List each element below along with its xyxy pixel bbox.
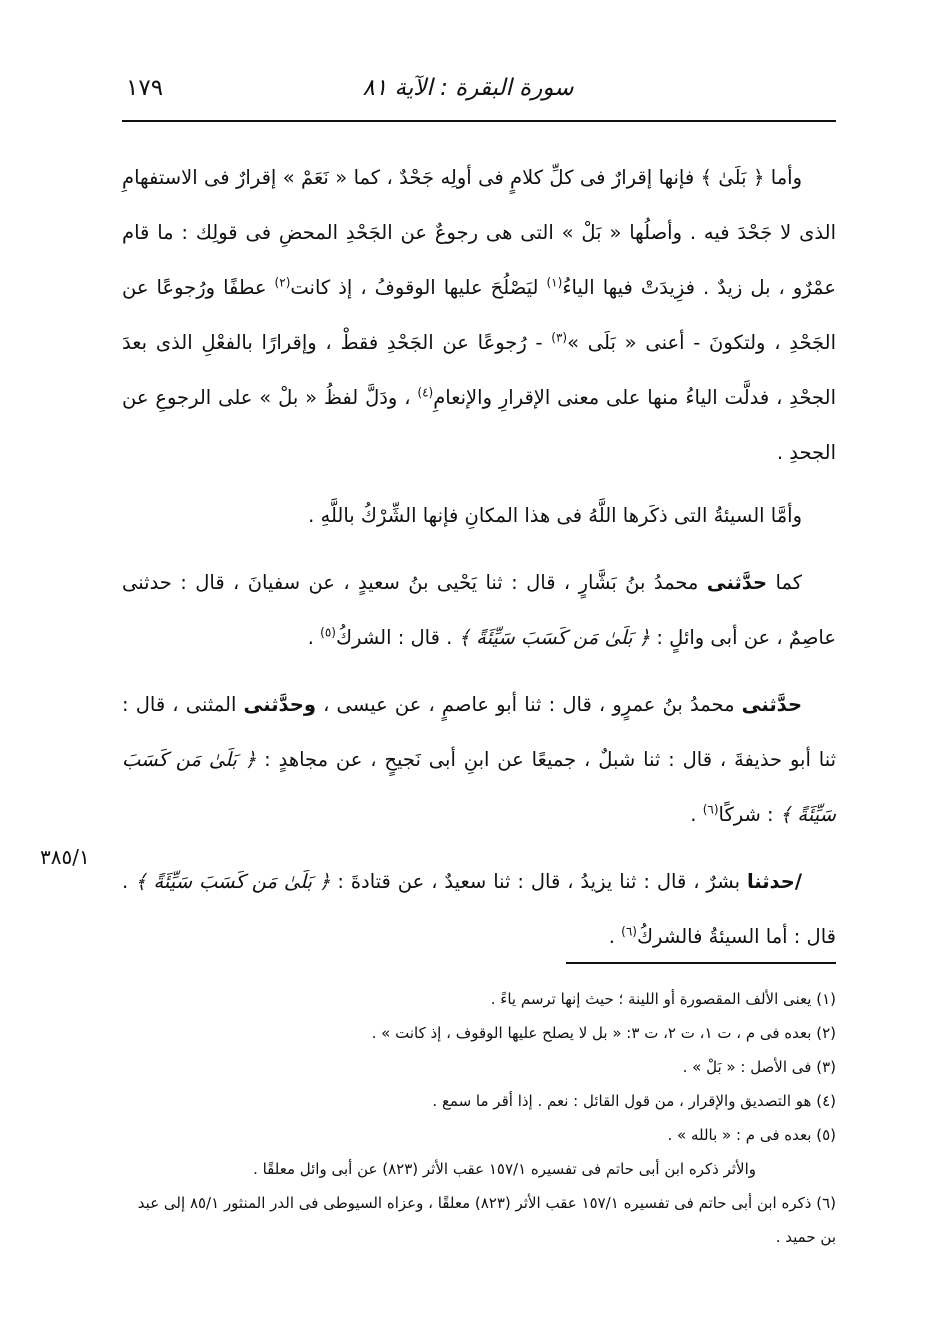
paragraph-text: كما (767, 571, 802, 594)
narration-lead: حدَّثنى (706, 571, 768, 594)
paragraph-narration-3 (122, 854, 836, 964)
footnote-6: (٦) ذكره ابن أبى حاتم فى تفسيره ١٥٧/١ عقب الأثر (٨٢٣) معلقًا ، وعزاه السيوطى فى الدر المنثور ٨٥/١ إلى عبد بن حميد . (137, 1194, 836, 1246)
paragraph-text: محمدُ بنُ عمرٍو ، قال : ثنا أبو عاصمٍ ، عن عيسى ، (315, 693, 742, 716)
footnote-ref-4: (٤) (417, 385, 434, 400)
paragraph-text: عطفًا ورُجوعًا عن الجَحْدِ ، ولتكونَ - أعنى « بَلَى » (122, 276, 836, 354)
paragraph-text: بشرٌ ، قال : ثنا يزيدُ ، قال : ثنا سعيدٌ ، عن قتادةَ : (330, 870, 747, 893)
footnote-4: (٤) هو التصديق والإقرار ، من قول القائل : نعم . إذا أقر ما سمع . (432, 1092, 836, 1110)
footnote-ref-3: (٣) (551, 330, 568, 345)
footnote-5: (٥) بعده فى م : « بالله » . (667, 1126, 836, 1144)
footnote-ref-1: (١) (546, 275, 563, 290)
footnote-2: (٢) بعده فى م ، ت ١، ت ٢، ت ٣: « بل لا يصلح عليها الوقوف ، إذ كانت » . (371, 1024, 836, 1042)
paragraph-text: المثنى ، قال : ثنا أبو حذيفةَ ، قال : ثنا شبلٌ ، جميعًا عن ابنِ أبى نَجيحٍ ، عن مجاهدٍ : (122, 693, 837, 771)
paragraph-text: . (608, 925, 622, 948)
footnote-1: (١) يعنى الألف المقصورة أو اللينة ؛ حيث إنها ترسم ياءً . (490, 990, 836, 1008)
main-text (122, 150, 836, 964)
narration-lead: وحدَّثنى (243, 693, 316, 716)
margin-reference: ٣٨٥/١ (40, 845, 90, 869)
paragraph-narration-1 (122, 555, 836, 665)
footnote-separator (566, 962, 836, 964)
footnote-ref-2: (٢) (274, 275, 291, 290)
paragraph-text: . قال : أما السيئةُ فالشركُ (122, 870, 836, 948)
paragraph-sayyia (122, 488, 836, 543)
footnote-5-continuation: والأثر ذكره ابن أبى حاتم فى تفسيره ١٥٧/١ عقب الأثر (٨٢٣) عن أبى وائل معلقًا . (253, 1160, 756, 1178)
paragraph-text: . قال : الشركُ (335, 626, 459, 649)
paragraph-text: محمدُ بنُ بَشَّارٍ ، قال : ثنا يَحْيى بنُ سعيدٍ ، عن سفيانَ ، قال : حدثنى عاصِمٌ ، عن أبى وائلٍ : (122, 571, 836, 649)
paragraph-text: : شركًا (718, 803, 780, 826)
paragraph-text: وأما ﴿ بَلَىٰ ﴾ فإنها إقرارٌ فى كلِّ كلامٍ فى أولِه جَحْدٌ ، كما « نَعَمْ » إقرارٌ فى الاستفهامِ الذى لا جَحْدَ فيه . وأصلُها « بَلْ » التى هى رجوعٌ عن الجَحْدِ المحضِ فى قولِك : ما قام عمْرٌو ، بل زيدٌ . فزِيدَتْ فيها الياءُ (122, 166, 836, 299)
footnotes (118, 982, 836, 1254)
footnote-ref-5: (٥) (320, 625, 336, 640)
footnote-ref-6: (٦) (621, 924, 637, 939)
running-head (122, 68, 814, 108)
quran-quote: ﴿ بَلَىٰ مَن كَسَبَ سَيِّئَةً ﴾ (458, 626, 651, 649)
narration-lead: حدَّثنى (741, 693, 802, 716)
header-rule (122, 120, 836, 122)
running-title: سورة البقرة : الآية ٨١ (362, 75, 574, 101)
paragraph-text: ليَصْلُحَ عليها الوقوفُ ، إذ كانت (290, 276, 547, 299)
paragraph-bala-explanation (122, 150, 836, 480)
quran-quote: ﴿ بَلَىٰ مَن كَسَبَ سَيِّئَةً ﴾ (135, 870, 331, 893)
paragraph-text: . (690, 803, 703, 826)
footnote-ref-6: (٦) (702, 802, 719, 817)
paragraph-narration-2 (122, 677, 836, 842)
paragraph-text: وأمَّا السيئةُ التى ذكَرها اللَّهُ فى هذا المكانِ فإنها الشِّرْكُ باللَّهِ . (308, 504, 802, 527)
paragraph-text: . (307, 626, 321, 649)
narration-lead: /حدثنا (746, 870, 802, 893)
paragraph-text: ، ودَلَّ لفظُ « بلْ » على الرجوعِ عن الجحدِ . (122, 386, 836, 464)
paragraph-text: - رُجوعًا عن الجَحْدِ فقطْ ، وإقرارًا بالفعْلِ الذى بعدَ الجحْدِ ، فدلَّت الياءُ منها على معنى الإقرارِ والإنعامِ (122, 331, 836, 409)
quran-quote: ﴿ بَلَىٰ مَن كَسَبَ سَيِّئَةً ﴾ (122, 748, 836, 826)
footnote-3: (٣) فى الأصل : « بَلْ » . (682, 1058, 836, 1076)
page-number: ١٧٩ (126, 75, 164, 101)
